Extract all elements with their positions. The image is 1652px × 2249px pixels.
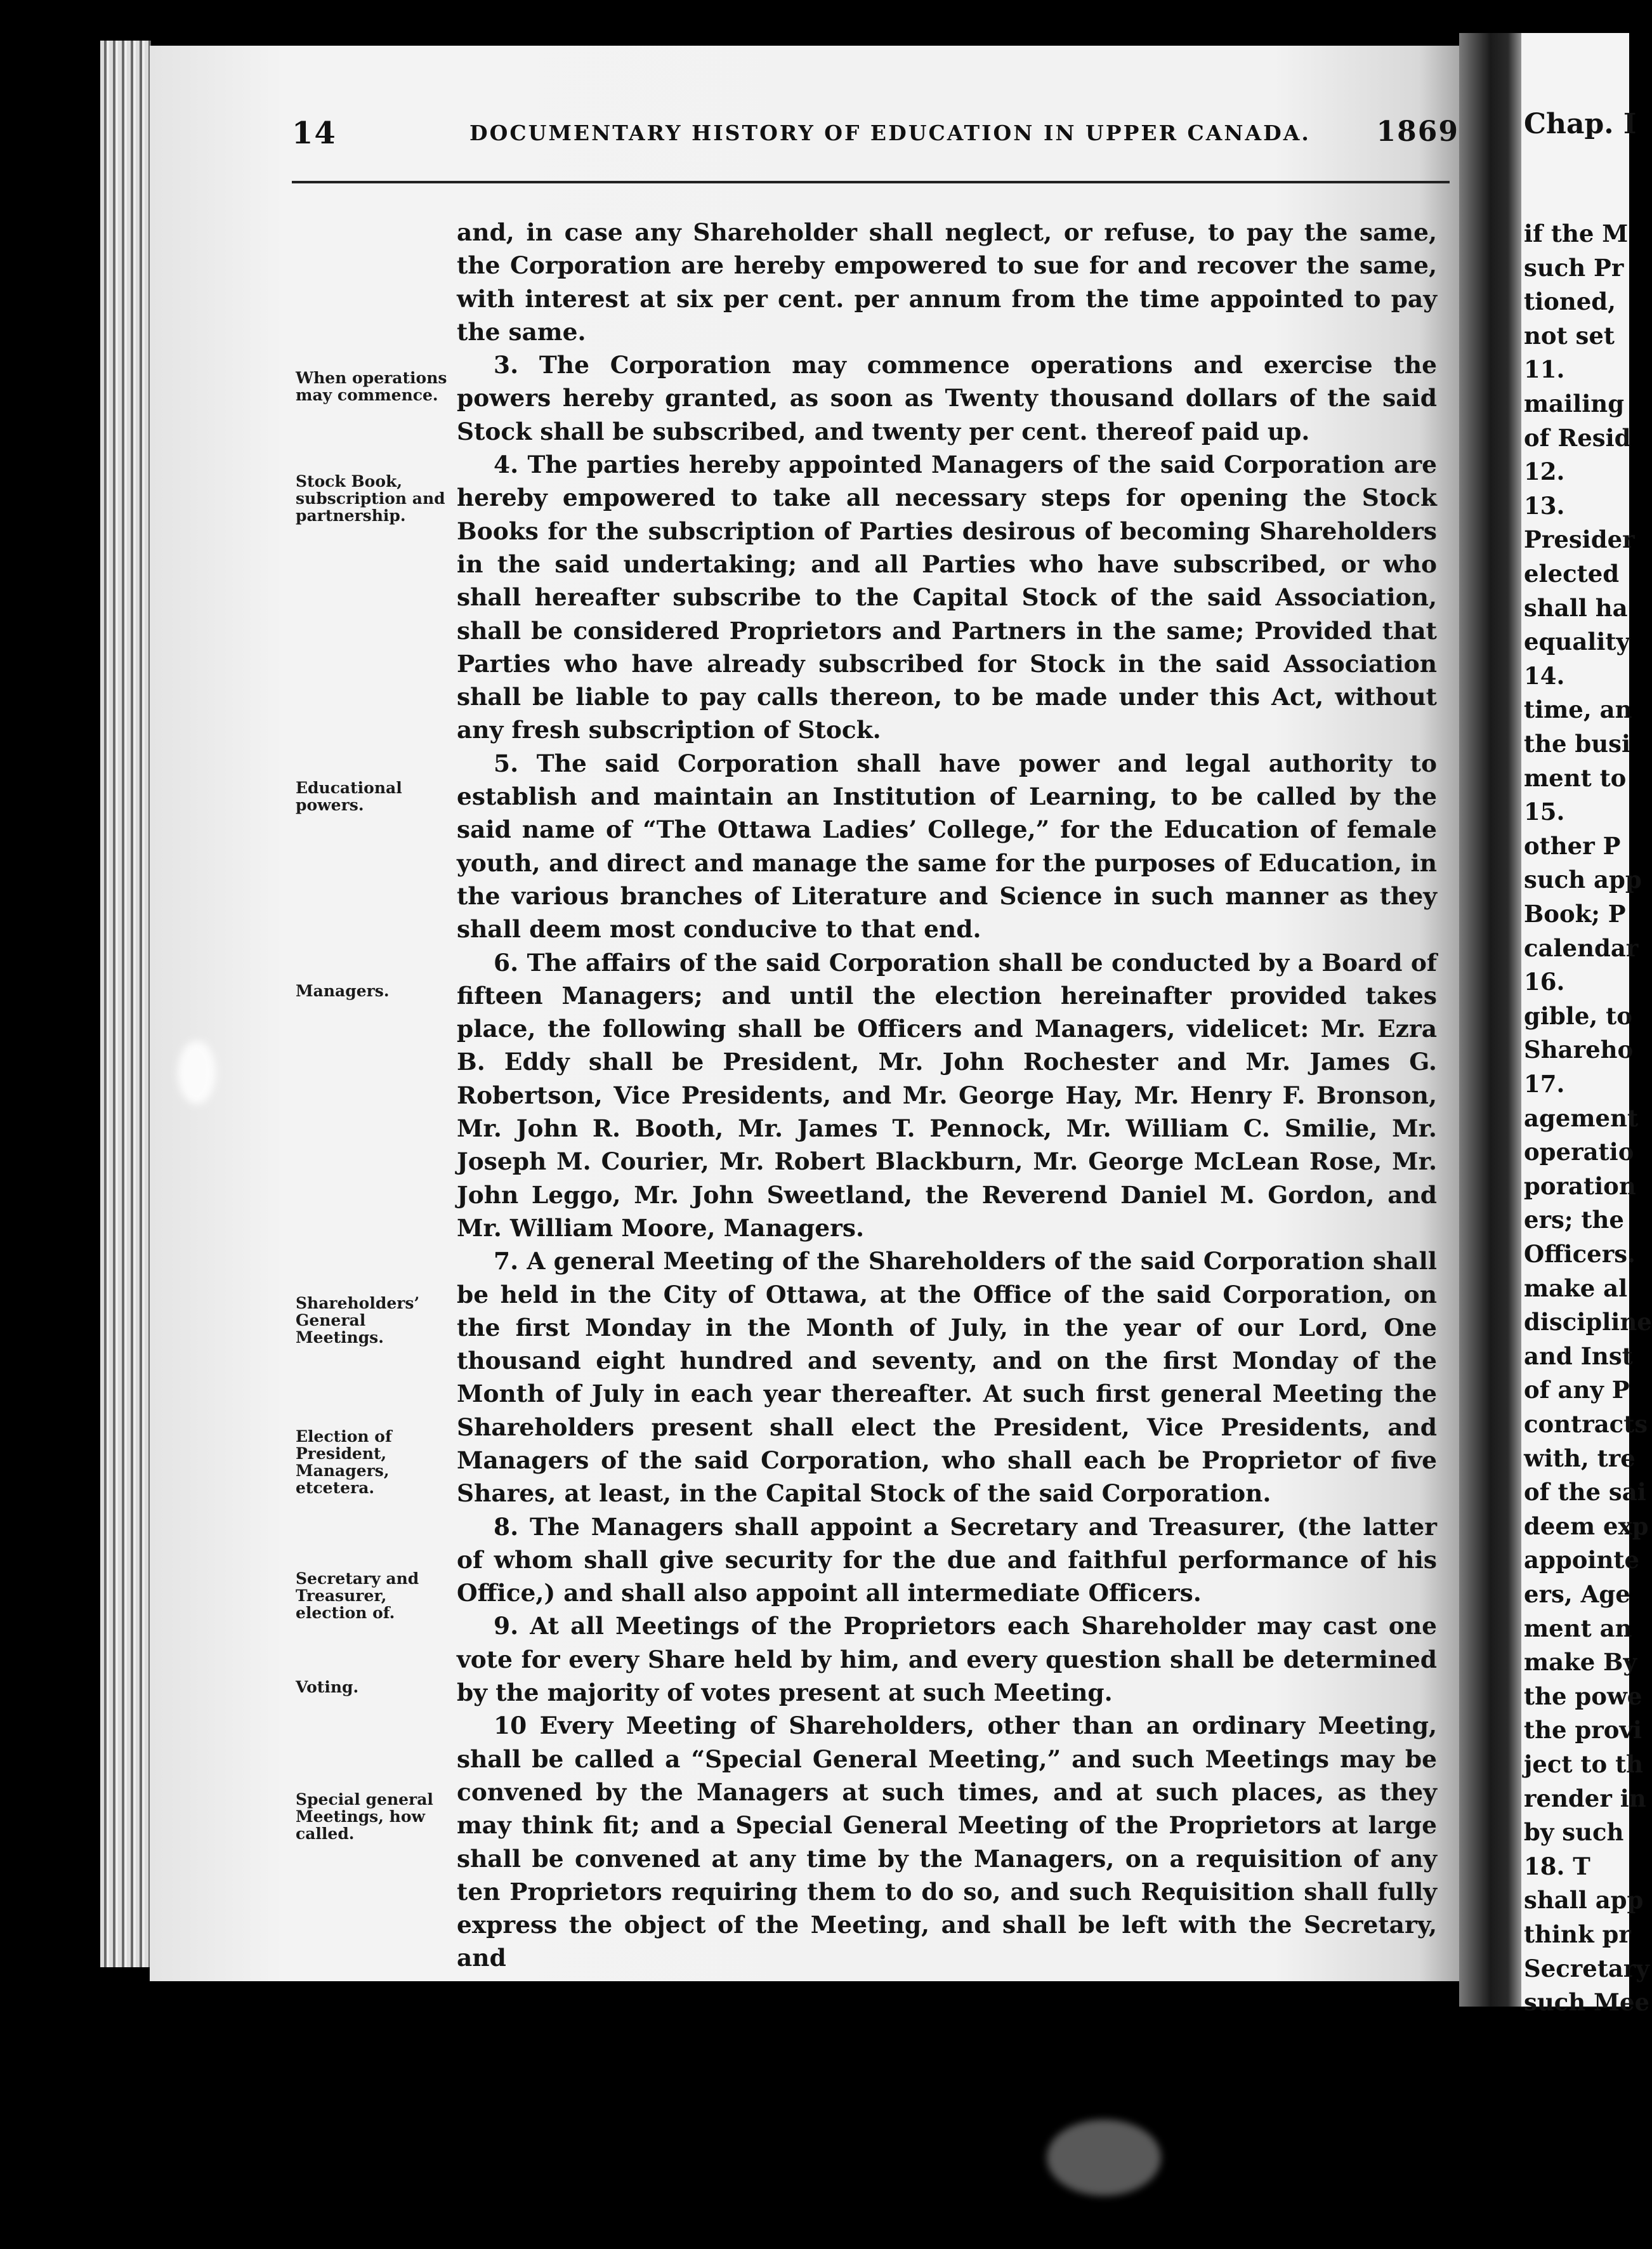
facing-page-line: not set [1524,321,1615,350]
facing-page-line: appointe [1524,1546,1639,1574]
margin-note-general-meetings: Shareholders’ General Meetings. [296,1294,420,1347]
scan-blemish [1047,2120,1161,2196]
facing-page-line: ment an [1524,1614,1632,1642]
running-title: DOCUMENTARY HISTORY OF EDUCATION IN UPPER CANADA. [469,121,1311,145]
facing-page-line: elected [1524,560,1620,588]
facing-page-line: such app [1524,866,1642,894]
facing-page-line: such Pr [1524,253,1624,282]
facing-page-line: 11. [1524,355,1565,384]
margin-note-special-meetings: Special general Meetings, how called. [296,1790,433,1843]
margin-note-operations: When operations may commence. [296,369,447,404]
facing-page-line: ers; the [1524,1206,1624,1234]
scan-blemish [178,1041,216,1104]
facing-page-line: 13. [1524,491,1565,520]
facing-page-line: ject to th [1524,1750,1644,1778]
margin-note-managers: Managers. [296,982,390,1000]
paragraph: and, in case any Shareholder shall neglect, or refuse, to pay the same, the Corporation are hereby empowered to sue for and recover the same, with interest at six per cent. per annum from the time appointed to pay the same. [457,218,1437,346]
facing-page-line: with, tre [1524,1444,1636,1472]
facing-page-line: 16. [1524,968,1565,996]
facing-page-line: Officers. [1524,1240,1636,1268]
facing-page-line: Presider [1524,525,1635,554]
paragraph-section-10: 10 Every Meeting of Shareholders, other than an ordinary Meeting, shall be called a “Special General Meeting,” and such Meetings may be convened by the Managers at such times, and at such places, as they may think fit; and a Special General Meeting of the Proprietors at large shall be convened at any time by the Managers, on a requisition of any ten Proprietors requiring them to do so, and such Requisition shall fully express the object of the Meeting, and shall be left with the Secretary, and [457,1711,1437,1972]
facing-page-line: shall app [1524,1886,1644,1915]
facing-page-line: operatio [1524,1138,1634,1166]
facing-page-line: make al [1524,1274,1628,1302]
paragraph-section-5: 5. The said Corporation shall have power and legal authority to establish and maintain an Institution of Learning, to be called by the said name of “The Ottawa Ladies’ College,” for the Education of female youth, and direct and manage the same for the purposes of Education, in the various branches of Literature and Science in such manner as they shall deem most conducive to that end. [457,749,1437,944]
facing-page-line: other P [1524,831,1621,860]
facing-page-line: by such [1524,1818,1624,1847]
book-gutter [1459,33,1529,2007]
page-number: 14 [292,115,337,151]
facing-page-line: Secretary [1524,1954,1649,1982]
facing-page-header: Chap. I [1524,108,1637,140]
margin-note-voting: Voting. [296,1678,359,1696]
facing-page-line: gible, to [1524,1001,1632,1030]
facing-page-line: render in [1524,1784,1646,1812]
paragraph-section-7: 7. A general Meeting of the Shareholders of the said Corporation shall be held in the City of Ottawa, at the Office of the said Corporation, on the first Monday in the Month of July, in the year of our Lord, One thousand eight hundred and seventy, and on the first Monday of the Month of July in each year thereafter. At such first general Meeting the Shareholders present shall elect the President, Vice Presidents, and Managers of the said Corporation, who shall each be Proprietor of five Shares, at least, in the Capital Stock of the said Corporation. [457,1247,1437,1508]
facing-page-line: and Inst [1524,1342,1633,1370]
facing-page-line: 17. [1524,1070,1565,1098]
facing-page-line: Shareho [1524,1036,1634,1064]
facing-page-line: tioned, [1524,287,1616,316]
facing-page-line: time, an [1524,696,1632,724]
facing-page [1521,33,1652,2017]
facing-page-line: 15. [1524,798,1565,826]
margin-note-stock-book: Stock Book, subscription and partnership. [296,472,445,525]
facing-page-line: the provi [1524,1716,1642,1744]
margin-note-election: Election of President, Managers, etcetera. [296,1427,392,1497]
paragraph-section-4: 4. The parties hereby appointed Managers of the said Corporation are hereby empowered to take all necessary steps for opening the Stock Books for the subscription of Parties desirous of becoming Shareholders in the said undertaking; and all Parties who have subscribed, or who shall hereafter subscribe to the Capital Stock of the said Association, shall be considered Proprietors and Partners in the same; Provided that Parties who have already subscribed for Stock in the said Association shall be liable to pay calls thereon, to be made under this Act, without any fresh subscription of Stock. [457,451,1437,744]
paragraph-section-3: 3. The Corporation may commence operations and exercise the powers hereby granted, as soon as Twenty thousand dollars of the said Stock shall be subscribed, and twenty per cent. thereof paid up. [457,351,1437,445]
facing-page-line: the busi [1524,730,1631,758]
header-year: 1869 [1376,115,1459,148]
book-page-edges [100,41,151,1967]
paragraph-section-8: 8. The Managers shall appoint a Secretary and Treasurer, (the latter of whom shall give security for the due and faithful performance of his Office,) and shall also appoint all intermediate Officers. [457,1512,1437,1607]
facing-page-line: the powe [1524,1682,1642,1710]
facing-page-line: of Resid [1524,423,1631,452]
facing-page-line: calendar [1524,933,1639,962]
facing-page-line: 14. [1524,661,1565,690]
main-text [457,216,1437,1975]
facing-page-line: contracts [1524,1410,1648,1438]
header-rule [292,181,1450,183]
facing-page-line: discipline [1524,1308,1652,1336]
facing-page-line: ment to [1524,763,1627,792]
paragraph-section-6: 6. The affairs of the said Corporation shall be conducted by a Board of fifteen Managers; and until the election hereinafter provided takes place, the following shall be Officers and Managers, videlicet: Mr. Ezra B. Eddy shall be President, Mr. John Rochester and Mr. James G. Robertson, Vice Presidents, and Mr. George Hay, Mr. Henry F. Bronson, Mr. John R. Booth, Mr. James T. Pennock, Mr. William C. Smilie, Mr. Joseph M. Courier, Mr. Robert Blackburn, Mr. George McLean Rose, Mr. John Leggo, Mr. John Sweetland, the Reverend Daniel M. Gordon, and Mr. William Moore, Managers. [457,948,1437,1242]
paragraph-section-9: 9. At all Meetings of the Proprietors each Shareholder may cast one vote for every Share held by him, and every question shall be determined by the majority of votes present at such Meeting. [457,1612,1437,1707]
facing-page-line: Book; P [1524,900,1626,928]
facing-page-line: 12. [1524,458,1565,486]
page-header [292,115,1459,154]
facing-page-line: mailing [1524,390,1625,418]
facing-page-line: agement [1524,1104,1639,1132]
facing-page-line: shall ha [1524,593,1628,622]
facing-page-line: ers, Age [1524,1580,1630,1608]
facing-page-line: if the M [1524,220,1629,247]
facing-page-line: think pr [1524,1920,1631,1948]
facing-page-line: 18. T [1524,1852,1590,1880]
facing-page-line: such Mee [1524,1988,1650,2017]
margin-note-secretary: Secretary and Treasurer, election of. [296,1569,419,1622]
facing-page-line: equality [1524,628,1630,656]
facing-page-line: make By [1524,1648,1637,1677]
facing-page-line: deem exp [1524,1512,1649,1540]
facing-page-line: of any P [1524,1376,1630,1404]
margin-note-educational: Educational powers. [296,779,402,814]
facing-page-line: poration [1524,1171,1636,1200]
facing-page-line: of the sai [1524,1478,1646,1507]
